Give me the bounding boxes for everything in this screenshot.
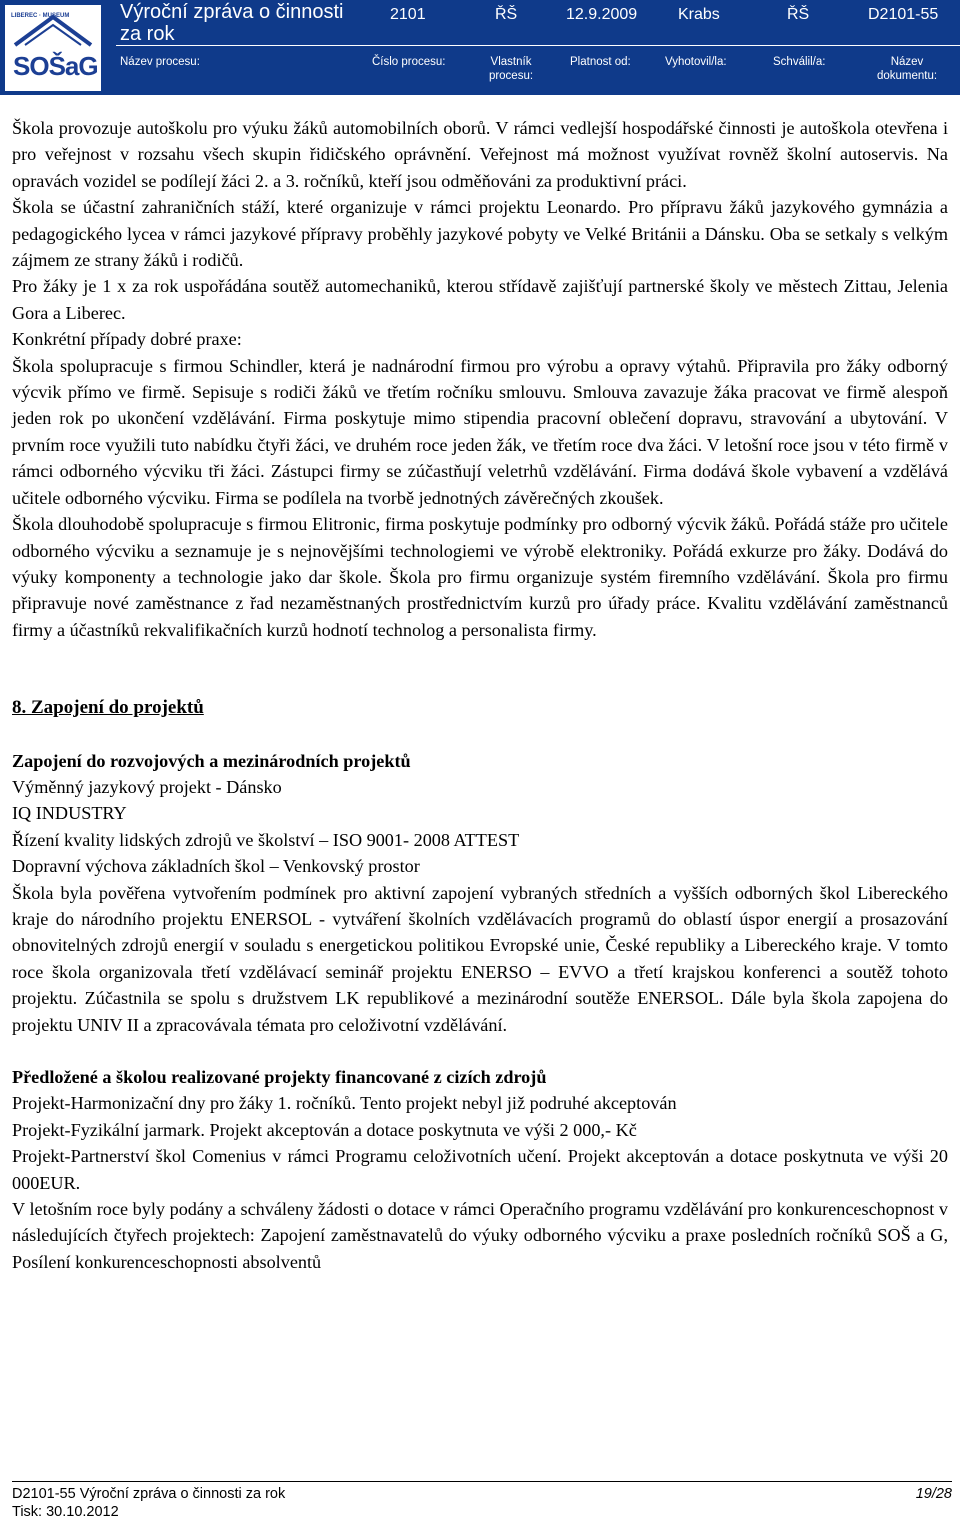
footer-print-date: Tisk: 30.10.2012 (12, 1504, 119, 1520)
paragraph-enersol: Škola byla pověřena vytvořením podmínek pro aktivní zapojení vybraných středních a vyšších odborných škol Libereckého kraje do národního projektu ENERSOL - vytváření školních vzdělávacích programů do oblastí úspor energií a prosazování obnovitelných zdrojů energií v souladu s energetickou politikou Evropské unie, České republiky a Libereckého kraje. V tomto roce škola organizovala třetí vzdělávací seminář projektu ENERSO – EVVO a třetí krajskou konferenci a soutěž tohoto projektu. Zúčastnila se spolu s družstvem LK republikové a mezinárodní soutěže ENERSOL. Dále byla škola zapojena do projektu UNIV II a zpracovávala témata pro celoživotní vzdělávání. (12, 882, 948, 1035)
header-divider (116, 45, 960, 46)
header-value-owner: ŘŠ (495, 6, 518, 23)
paragraph-comenius: Projekt-Partnerství škol Comenius v rámci Programu celoživotních učení. Projekt akceptován a dotace poskytnuta ve výši 20 000EUR. (12, 1146, 948, 1193)
header-label-approved-by: Schválil/a: (773, 56, 826, 68)
header-label-process-number: Číslo procesu: (372, 56, 446, 68)
paragraph-driving-school: Škola provozuje autoškolu pro výuku žáků automobilních oborů. V rámci vedlejší hospodářské činnosti je autoškola otevřena i pro veřejnost v rozsahu všech skupin řidičského oprávnění. Veřejnost má možnost využívat rovněž školní autoservis. Na opravách vozidel se podílejí žáci 2. a 3. ročníků, kteří jsou odměňováni za produktivní práci. (12, 118, 948, 191)
header-value-process-name: Výroční zpráva o činnosti za rok (120, 1, 344, 45)
section-heading: 8. Zapojení do projektů (12, 697, 204, 719)
paragraph-internships: Škola se účastní zahraničních stáží, které organizuje v rámci projektu Leonardo. Pro přípravu žáků jazykového gymnázia a pedagogického lycea v rámci jazykové přípravy proběhly jazykové pobyty ve Velké Británii a Dánsku. Oba se setkaly s velkým zájmem ze strany žáků i rodičů. (12, 197, 948, 271)
list-item: Dopravní výchova základních škol – Venkovský prostor (12, 856, 420, 877)
list-item: Řízení kvality lidských zdrojů ve školství – ISO 9001- 2008 ATTEST (12, 829, 520, 850)
header-value-prepared-by: Krabs (678, 6, 720, 23)
list-item: Projekt-Harmonizační dny pro žáky 1. ročníků. Tento projekt nebyl již podruhé akceptován (12, 1093, 677, 1114)
document-header (0, 0, 960, 95)
paragraph-good-practice-intro: Konkrétní případy dobré praxe: (12, 329, 242, 350)
logo-top-text: LIBEREC · MUSEUM (11, 13, 70, 19)
page-footer (12, 1481, 952, 1520)
header-value-document-name: D2101-55 (868, 6, 939, 23)
header-label-process-name: Název procesu: (120, 56, 200, 68)
paragraph-elitronic: Škola dlouhodobě spolupracuje s firmou Elitronic, firma poskytuje podmínky pro odborný výcvik žáků. Pořádá stáže pro učitele odborného výcviku a seznamuje je s nejnovějšími technologiemi ve výrobě elektroniky. Pořádá exkurze pro žáky. Dodává do výuky komponenty a technologie jako dar škole. Škola pro firmu organizuje systém firemního vzdělávání. Škola pro firmu připravuje nové zaměstnance z řad nezaměstnaných prostřednictvím kurzů pro úřady práce. Kvalitu vzdělávání zaměstnanců firmy a účastníků rekvalifikačních kurzů hodnotí technolog a personalista firmy. (12, 514, 948, 640)
subheading-projects: Zapojení do rozvojových a mezinárodních projektů (12, 750, 411, 771)
school-logo (4, 4, 102, 92)
list-item: IQ INDUSTRY (12, 803, 127, 824)
header-label-document-name: Název dokumentu: (876, 56, 938, 82)
header-label-valid-from: Platnost od: (570, 56, 631, 68)
logo-mark: SOŠaG (13, 51, 98, 81)
page-body (12, 115, 948, 1275)
footer-document-title: D2101-55 Výroční zpráva o činnosti za rok (12, 1486, 286, 1502)
header-value-valid-from: 12.9.2009 (566, 6, 638, 23)
header-label-prepared-by: Vyhotovil/la: (665, 56, 727, 68)
paragraph-schindler: Škola spolupracuje s firmou Schindler, která je nadnárodní firmou pro výrobu a opravy výtahů. Připravila pro žáky odborný výcvik přímo ve firmě. Sepisuje s rodiči žáků ve třetím ročníku smlouvu. Smlouva zavazuje žáka pracovat ve firmě alespoň jeden rok po ukončení vzdělávání. Firma poskytuje mimo stipendia pracovní oblečení dopravu, stravování a ubytování. V prvním roce využili tuto nabídku čtyři žáci, ve druhém roce jeden žák, ve třetím roce dva žáci. V letošní roce jsou v této firmě v rámci odborného výcviku tři žáci. Zástupci firmy se zúčastňují veletrhů vzdělávání. Firma dodává škole vybavení a vzdělává učitele odborného výcviku. Firma se podílela na tvorbě jednotných závěrečných zkoušek. (12, 355, 948, 508)
list-item: Projekt-Fyzikální jarmark. Projekt akceptován a dotace poskytnuta ve výši 2 000,- Kč (12, 1119, 637, 1140)
header-label-owner: Vlastník procesu: (488, 56, 534, 82)
subheading-funded-projects: Předložené a školou realizované projekty financované z cizích zdrojů (12, 1067, 547, 1087)
header-value-approved-by: ŘŠ (787, 6, 810, 23)
paragraph-operational-programme: V letošním roce byly podány a schváleny žádosti o dotace v rámci Operačního programu vzdělávání pro konkurenceschopnost v následujících čtyřech projektech: Zapojení zaměstnavatelů do výuky odborného výcviku a praxe posledních ročníků SOŠ a G, Posílení konkurenceschopnosti absolventů (12, 1199, 948, 1272)
header-value-process-number: 2101 (390, 6, 426, 23)
paragraph-mechanics-competition: Pro žáky je 1 x za rok uspořádána soutěž automechaniků, kterou střídavě zajišťují partnerské školy ve městech Zittau, Jelenia Gora a Liberec. (12, 276, 948, 323)
footer-page-number: 19/28 (915, 1486, 952, 1502)
list-item: Výměnný jazykový projekt - Dánsko (12, 776, 282, 797)
